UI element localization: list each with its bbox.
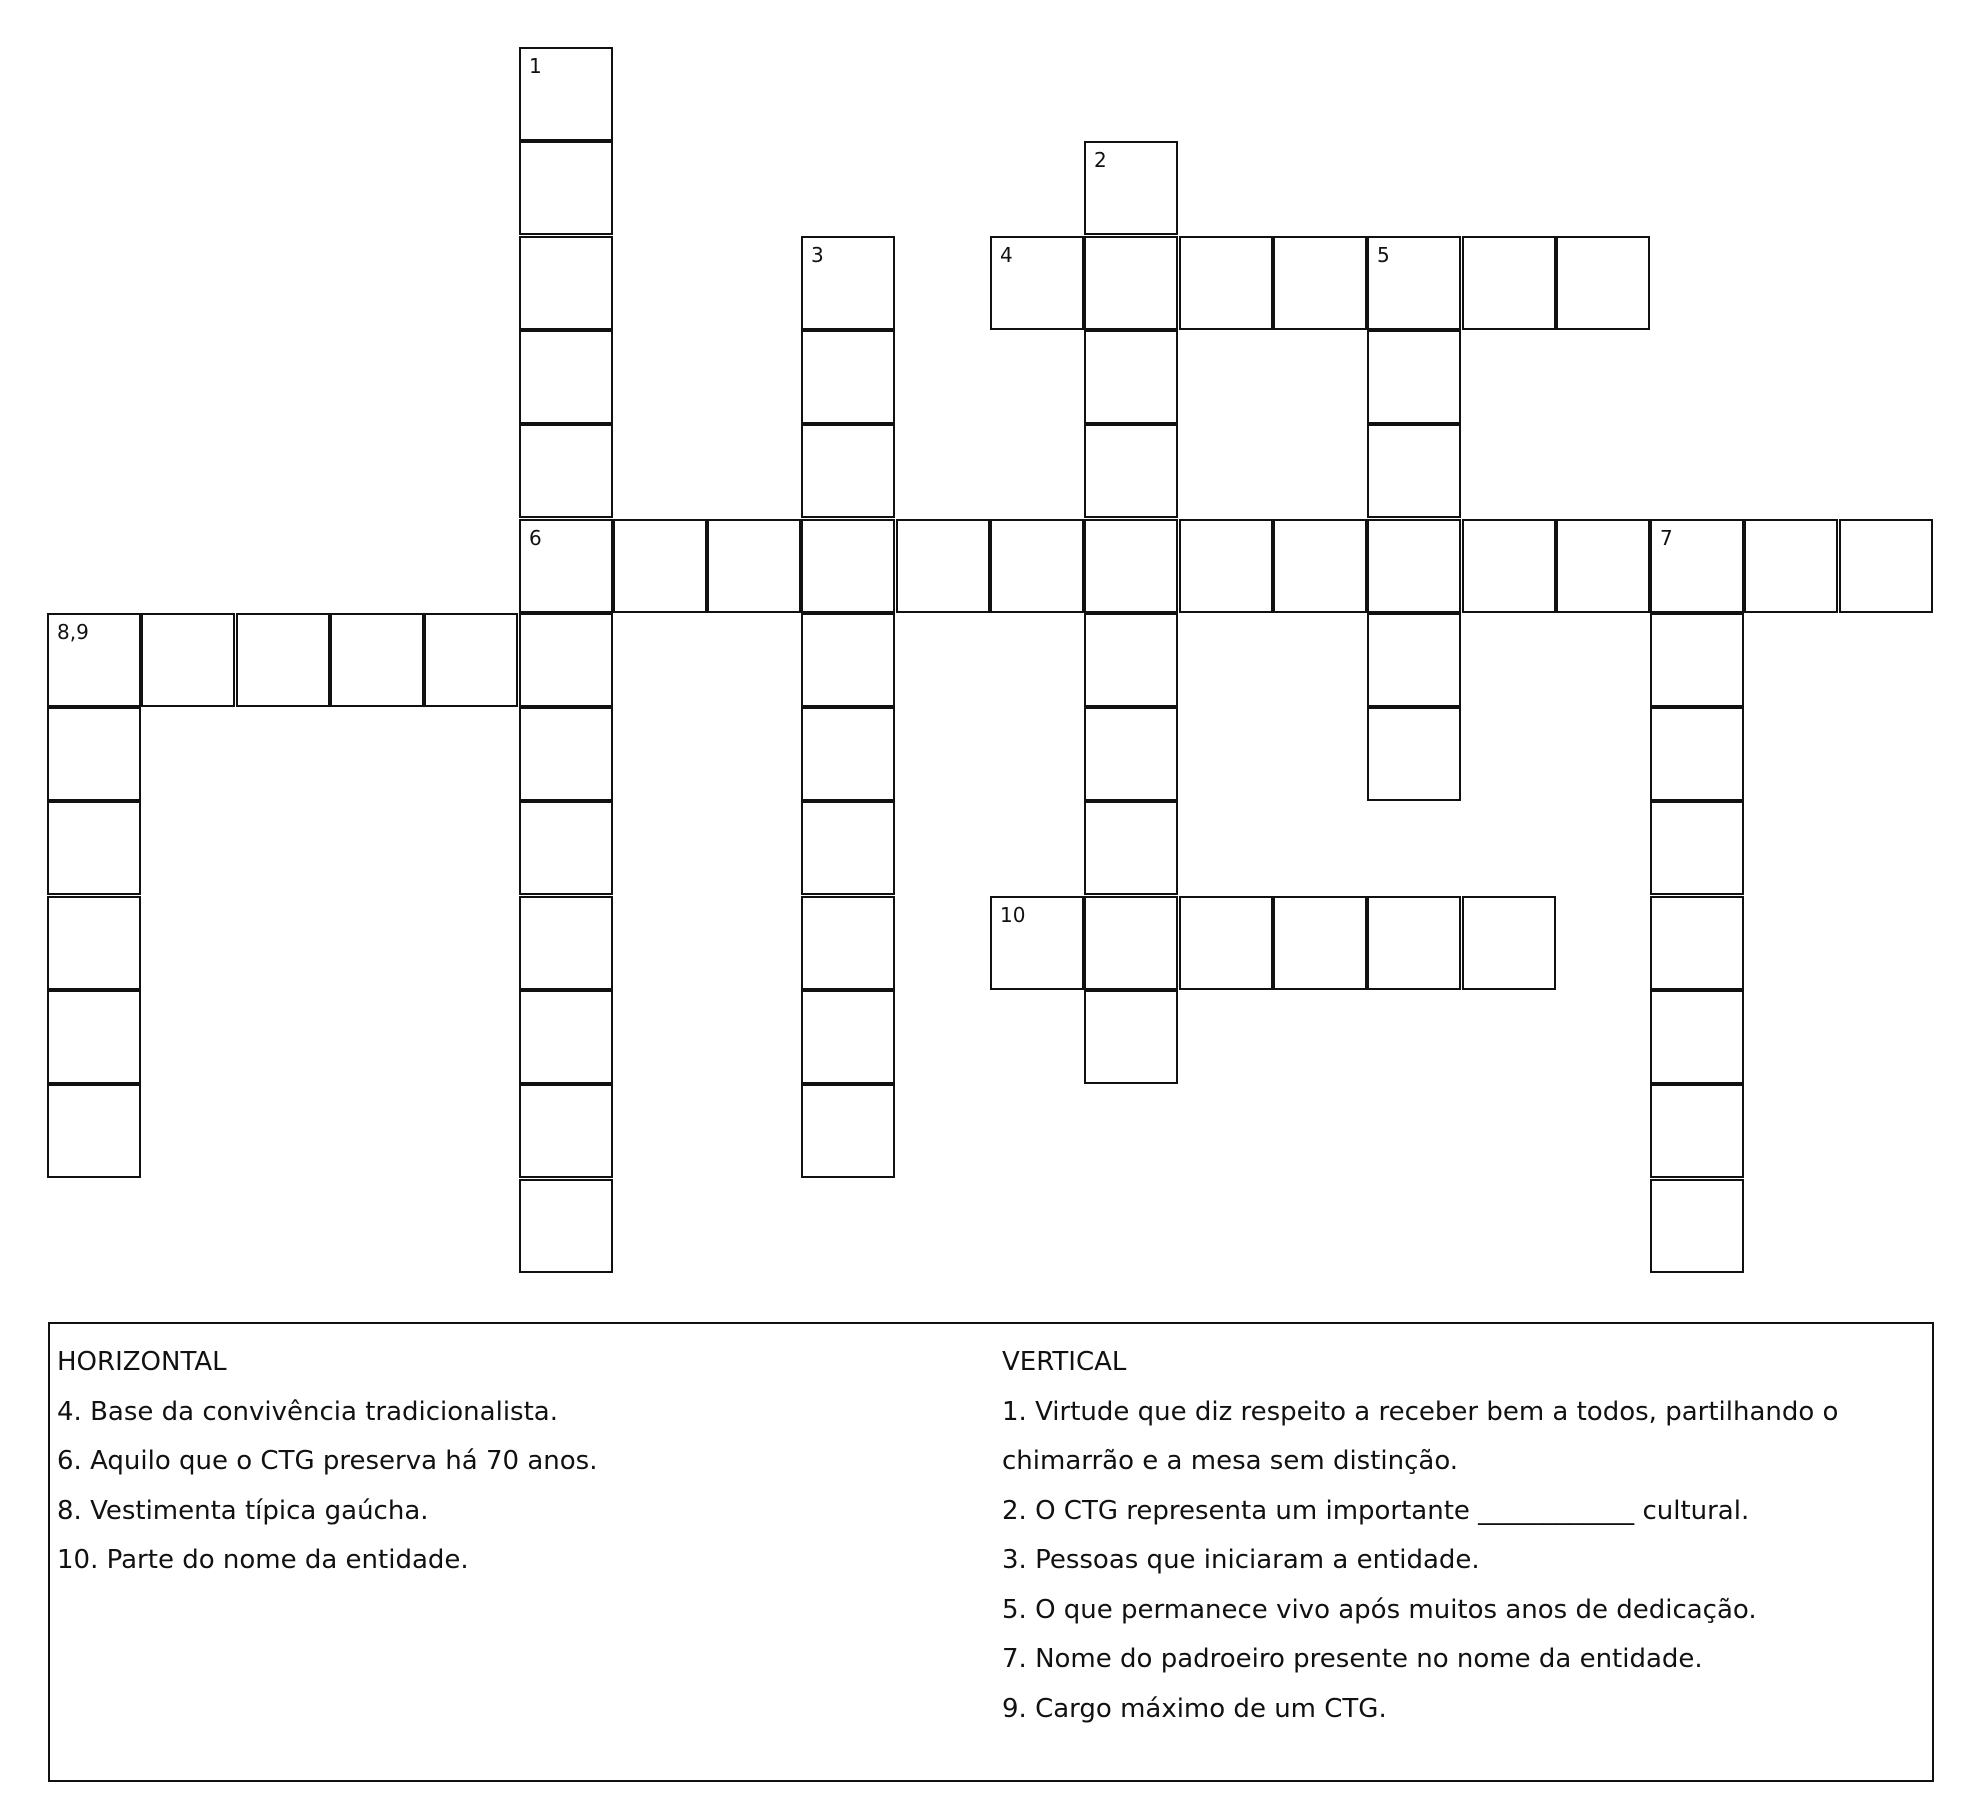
crossword-cell[interactable] [519,613,613,707]
crossword-cell[interactable] [1084,613,1178,707]
crossword-cell[interactable] [1650,519,1744,613]
crossword-cell[interactable] [1084,801,1178,895]
crossword-cell[interactable] [519,801,613,895]
crossword-cell[interactable] [1084,519,1178,613]
crossword-cell[interactable] [1650,801,1744,895]
cell-number: 4 [1000,243,1013,267]
crossword-cell[interactable] [1650,990,1744,1084]
cell-number: 1 [529,54,542,78]
crossword-cell[interactable] [801,613,895,707]
crossword-cell[interactable] [47,801,141,895]
crossword-cell[interactable] [47,896,141,990]
crossword-cell[interactable] [1650,1179,1744,1273]
crossword-cell[interactable] [1084,141,1178,235]
crossword-cell[interactable] [519,707,613,801]
crossword-cell[interactable] [1650,613,1744,707]
crossword-cell[interactable] [519,47,613,141]
crossword-cell[interactable] [801,990,895,1084]
vertical-clue: 5. O que permanece vivo após muitos anos de dedicação. [1002,1594,1757,1625]
crossword-cell[interactable] [1273,896,1367,990]
crossword-cell[interactable] [47,1084,141,1178]
vertical-clue: 1. Virtude que diz respeito a receber bem a todos, partilhando o [1002,1396,1839,1427]
crossword-cell[interactable] [519,330,613,424]
crossword-cell[interactable] [1367,519,1461,613]
crossword-cell[interactable] [519,236,613,330]
horizontal-clue: 10. Parte do nome da entidade. [57,1545,469,1575]
crossword-cell[interactable] [1462,896,1556,990]
crossword-cell[interactable] [1179,519,1273,613]
vertical-clue: 7. Nome do padroeiro presente no nome da entidade. [1002,1644,1703,1674]
crossword-cell[interactable] [330,613,424,707]
vertical-heading: VERTICAL [1002,1347,1127,1377]
crossword-cell[interactable] [1462,236,1556,330]
cell-number: 6 [529,526,542,550]
crossword-cell[interactable] [1273,519,1367,613]
crossword-cell[interactable] [1367,707,1461,801]
crossword-cell[interactable] [1367,424,1461,518]
vertical-clue: 2. O CTG representa um importante ____________ cultural. [1002,1495,1750,1526]
crossword-cell[interactable] [236,613,330,707]
horizontal-clue: 4. Base da convivência tradicionalista. [57,1396,558,1427]
crossword-cell[interactable] [1556,236,1650,330]
crossword-cell[interactable] [47,707,141,801]
crossword-cell[interactable] [1839,519,1933,613]
cell-number: 2 [1094,148,1107,172]
crossword-cell[interactable] [1556,519,1650,613]
crossword-cell[interactable] [1084,990,1178,1084]
crossword-cell[interactable] [801,330,895,424]
crossword-cell[interactable] [1367,613,1461,707]
cell-number: 5 [1377,243,1390,267]
crossword-cell[interactable] [141,613,235,707]
crossword-cell[interactable] [1084,424,1178,518]
horizontal-heading: HORIZONTAL [57,1347,227,1377]
cell-number: 8,9 [57,620,89,644]
crossword-cell[interactable] [519,424,613,518]
crossword-cell[interactable] [424,613,518,707]
crossword-cell[interactable] [519,141,613,235]
horizontal-clue: 8. Vestimenta típica gaúcha. [57,1495,429,1526]
crossword-cell[interactable] [1367,896,1461,990]
horizontal-clues [57,1338,977,1586]
crossword-cell[interactable] [519,896,613,990]
crossword-cell[interactable] [801,1084,895,1178]
crossword-cell[interactable] [801,424,895,518]
crossword-cell[interactable] [801,801,895,895]
crossword-cell[interactable] [1367,236,1461,330]
crossword-cell[interactable] [1084,896,1178,990]
crossword-cell[interactable] [1179,236,1273,330]
crossword-cell[interactable] [801,519,895,613]
crossword-cell[interactable] [519,1084,613,1178]
crossword-cell[interactable] [707,519,801,613]
crossword-cell[interactable] [1744,519,1838,613]
crossword-cell[interactable] [990,519,1084,613]
crossword-cell[interactable] [1367,330,1461,424]
crossword-cell[interactable] [1650,707,1744,801]
crossword-cell[interactable] [801,236,895,330]
crossword-cell[interactable] [990,896,1084,990]
crossword-cell[interactable] [1273,236,1367,330]
clues-box [48,1322,1934,1782]
crossword-cell[interactable] [801,896,895,990]
crossword-cell[interactable] [47,990,141,1084]
vertical-clues [1002,1338,1902,1734]
crossword-cell[interactable] [1084,707,1178,801]
vertical-clue: 3. Pessoas que iniciaram a entidade. [1002,1545,1480,1575]
crossword-cell[interactable] [1650,1084,1744,1178]
crossword-cell[interactable] [519,1179,613,1273]
crossword-cell[interactable] [896,519,990,613]
horizontal-clue: 6. Aquilo que o CTG preserva há 70 anos. [57,1446,598,1476]
crossword-cell[interactable] [1650,896,1744,990]
cell-number: 10 [1000,903,1026,927]
crossword-cell[interactable] [47,613,141,707]
crossword-cell[interactable] [1462,519,1556,613]
crossword-cell[interactable] [1084,236,1178,330]
cell-number: 3 [811,243,824,267]
crossword-cell[interactable] [519,519,613,613]
crossword-cell[interactable] [801,707,895,801]
crossword-cell[interactable] [1084,330,1178,424]
cell-number: 7 [1660,526,1673,550]
crossword-cell[interactable] [519,990,613,1084]
crossword-cell[interactable] [990,236,1084,330]
crossword-cell[interactable] [613,519,707,613]
vertical-clue: 9. Cargo máximo de um CTG. [1002,1693,1387,1724]
vertical-clue: chimarrão e a mesa sem distinção. [1002,1446,1459,1476]
crossword-cell[interactable] [1179,896,1273,990]
